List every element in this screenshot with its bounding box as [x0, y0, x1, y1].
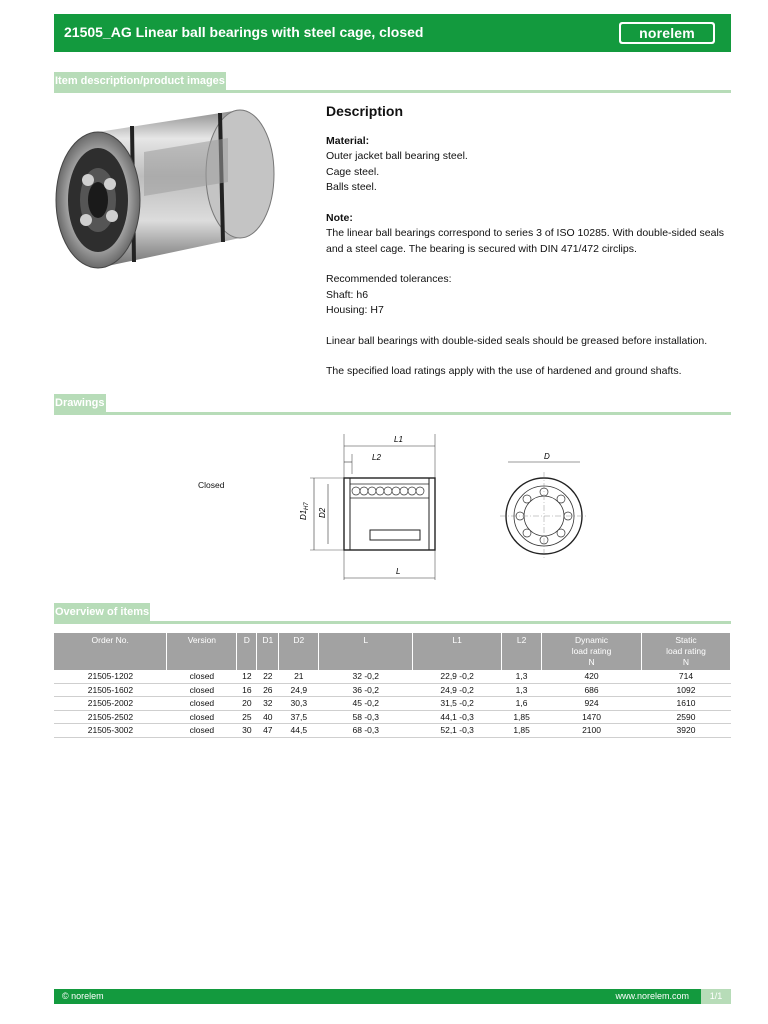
- table-row: [54, 710, 731, 724]
- column-header-line: D1: [262, 635, 274, 645]
- norelem-logo: [619, 22, 715, 44]
- column-header-line: N: [588, 657, 595, 667]
- column-header: [542, 633, 642, 670]
- footer-copyright: © norelem: [62, 991, 104, 1001]
- table-cell: closed: [167, 670, 237, 683]
- table-cell: 44,5: [279, 724, 319, 738]
- housing-tolerance: Housing: H7: [326, 304, 384, 316]
- table-cell: 20: [237, 697, 257, 711]
- items-table: [54, 633, 731, 738]
- table-cell: 21505-2502: [54, 710, 167, 724]
- table-cell: closed: [167, 683, 237, 697]
- table-header-row: [54, 633, 731, 670]
- table-cell: 21: [279, 670, 319, 683]
- note-label: Note:: [326, 211, 353, 224]
- table-cell: 1092: [642, 683, 731, 697]
- table-cell: 2100: [542, 724, 642, 738]
- table-cell: 1,85: [502, 710, 542, 724]
- table-cell: 3920: [642, 724, 731, 738]
- column-header: [279, 633, 319, 670]
- section-title: Item description/product images: [54, 72, 226, 90]
- table-cell: 45 -0,2: [319, 697, 413, 711]
- table-cell: 420: [542, 670, 642, 683]
- grease-note: Linear ball bearings with double-sided seals should be greased before installation.: [326, 334, 708, 347]
- column-header: [319, 633, 413, 670]
- material-label: Material:: [326, 134, 370, 147]
- section-drawings: [54, 394, 731, 415]
- table-cell: 30: [237, 724, 257, 738]
- table-cell: 2590: [642, 710, 731, 724]
- column-header-line: L1: [452, 635, 462, 645]
- column-header: [642, 633, 731, 670]
- column-header-line: Order No.: [91, 635, 129, 645]
- column-header: [502, 633, 542, 670]
- shaft-tolerance: Shaft: h6: [326, 288, 369, 301]
- drawing-variant-label: Closed: [198, 480, 225, 490]
- column-header: [257, 633, 279, 670]
- column-header-line: N: [682, 657, 690, 667]
- note-text: The linear ball bearings correspond to series 3 of ISO 10285. With double-sided seals and a steel cage. The bearing is secured with DIN 471/472 circlips.: [326, 227, 725, 255]
- page-number: 1/1: [701, 989, 731, 1004]
- dim-h7: H7: [304, 502, 310, 510]
- product-image: [52, 104, 282, 274]
- column-header-line: Dynamic: [575, 635, 609, 645]
- table-body: [54, 670, 731, 737]
- column-header-line: Version: [187, 635, 217, 645]
- column-header: [167, 633, 237, 670]
- table-cell: 21505-2002: [54, 697, 167, 711]
- table-cell: closed: [167, 697, 237, 711]
- table-cell: 36 -0,2: [319, 683, 413, 697]
- table-cell: closed: [167, 724, 237, 738]
- section-item-description: [54, 72, 731, 93]
- column-header-line: D2: [293, 635, 305, 645]
- column-header: [237, 633, 257, 670]
- page-title: 21505_AG Linear ball bearings with steel cage, closed: [64, 24, 424, 40]
- table-cell: 1470: [542, 710, 642, 724]
- column-header-line: L: [363, 635, 369, 645]
- table-cell: 924: [542, 697, 642, 711]
- table-cell: 32 -0,2: [319, 670, 413, 683]
- table-cell: 22: [257, 670, 279, 683]
- table-row: [54, 683, 731, 697]
- table-cell: 21505-1202: [54, 670, 167, 683]
- table-cell: 1,6: [502, 697, 542, 711]
- table-cell: 21505-3002: [54, 724, 167, 738]
- technical-drawing: [280, 430, 600, 586]
- table-cell: 47: [257, 724, 279, 738]
- table-cell: 68 -0,3: [319, 724, 413, 738]
- column-header-line: load rating: [666, 646, 706, 656]
- table-cell: 37,5: [279, 710, 319, 724]
- footer-url-link[interactable]: www.norelem.com: [615, 991, 689, 1001]
- material-line: Outer jacket ball bearing steel.: [326, 150, 468, 162]
- column-header-line: D: [243, 635, 250, 645]
- table-cell: 1,3: [502, 670, 542, 683]
- description-heading: Description: [326, 103, 404, 119]
- column-header-line: Static: [675, 635, 697, 645]
- dim-d2: D2: [318, 507, 327, 518]
- logo-text: norelem: [621, 24, 713, 42]
- table-cell: 1610: [642, 697, 731, 711]
- table-cell: 24,9 -0,2: [413, 683, 502, 697]
- dim-d: D: [544, 452, 550, 461]
- column-header: [413, 633, 502, 670]
- description-block: [326, 104, 726, 380]
- load-note: The specified load ratings apply with the use of hardened and ground shafts.: [326, 365, 682, 377]
- table-cell: 24,9: [279, 683, 319, 697]
- table-cell: 16: [237, 683, 257, 697]
- table-cell: 40: [257, 710, 279, 724]
- table-cell: 32: [257, 697, 279, 711]
- table-row: [54, 724, 731, 738]
- material-line: Balls steel.: [326, 181, 377, 193]
- section-title: Drawings: [54, 394, 106, 412]
- table-cell: 58 -0,3: [319, 710, 413, 724]
- table-cell: 686: [542, 683, 642, 697]
- section-overview: [54, 603, 731, 624]
- table-row: [54, 697, 731, 711]
- page-footer: [54, 989, 731, 1004]
- table-cell: 22,9 -0,2: [413, 670, 502, 683]
- column-header: [54, 633, 167, 670]
- table-cell: closed: [167, 710, 237, 724]
- dim-l: L: [396, 567, 401, 576]
- dim-l1: L1: [394, 435, 403, 444]
- table-cell: 1,3: [502, 683, 542, 697]
- column-header-line: load rating: [571, 646, 612, 656]
- table-cell: 26: [257, 683, 279, 697]
- section-title: Overview of items: [54, 603, 150, 621]
- dim-d1: D1: [299, 509, 308, 520]
- table-cell: 31,5 -0,2: [413, 697, 502, 711]
- table-cell: 12: [237, 670, 257, 683]
- table-cell: 1,85: [502, 724, 542, 738]
- page-header: [54, 14, 731, 52]
- table-cell: 44,1 -0,3: [413, 710, 502, 724]
- material-line: Cage steel.: [326, 165, 380, 178]
- dim-l2: L2: [372, 453, 381, 462]
- column-header-line: L2: [516, 635, 527, 645]
- table-cell: 25: [237, 710, 257, 724]
- table-cell: 30,3: [279, 697, 319, 711]
- tolerances-label: Recommended tolerances:: [326, 273, 452, 285]
- table-cell: 21505-1602: [54, 683, 167, 697]
- table-cell: 714: [642, 670, 731, 683]
- table-row: [54, 670, 731, 683]
- table-cell: 52,1 -0,3: [413, 724, 502, 738]
